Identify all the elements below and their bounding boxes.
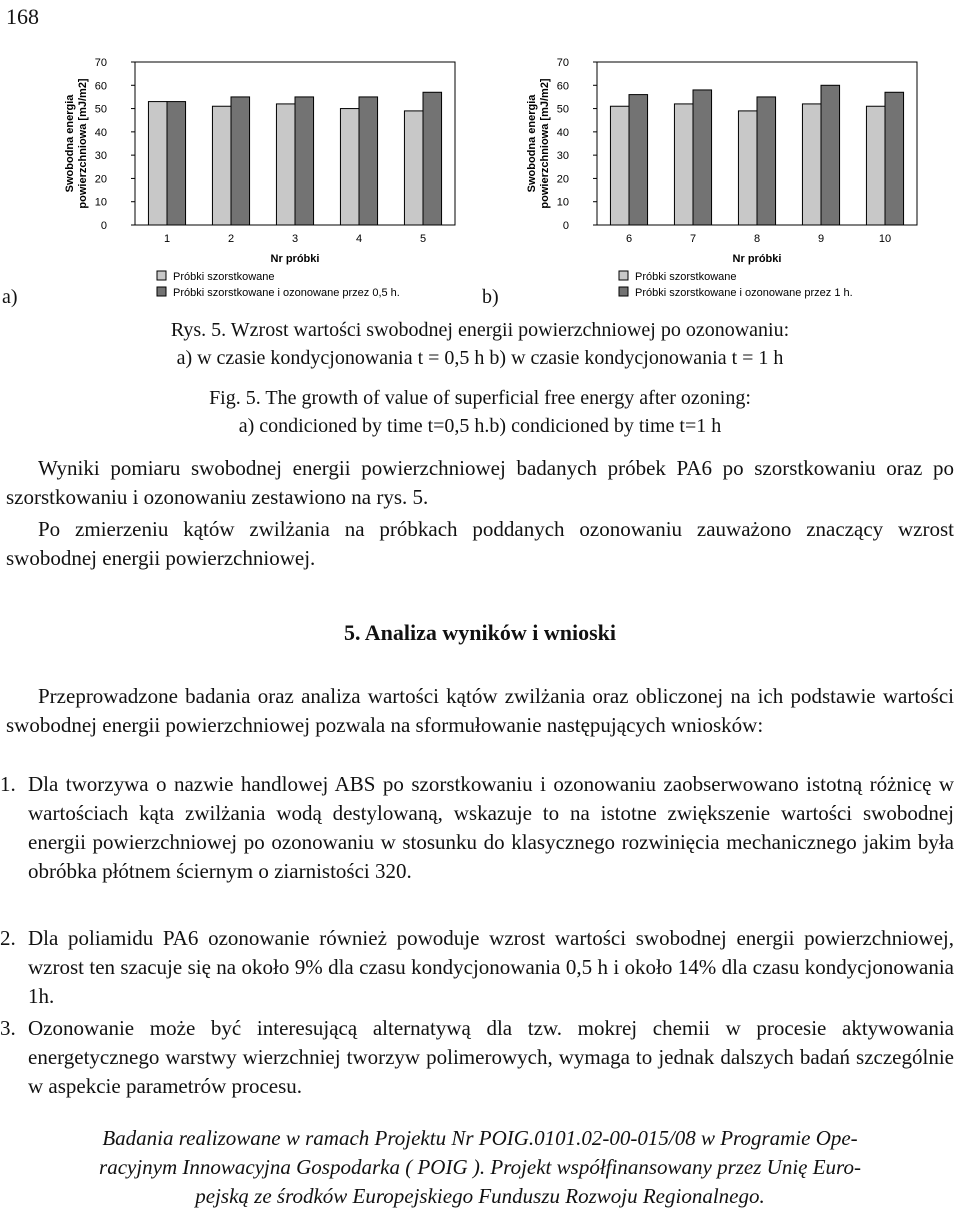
conclusion-number: 2. (0, 926, 16, 950)
page-number: 168 (6, 4, 39, 29)
y-tick-label: 20 (94, 173, 107, 186)
conclusion-number: 1. (0, 772, 16, 796)
y-tick-label: 0 (562, 220, 569, 232)
chart-a (60, 50, 460, 300)
conclusion-text: Ozonowanie może być interesującą alternatywą dla tzw. mokrej chemii w procesie aktywowania energetycznego warstwy wierzchniej tworzyw polimerowych, wymaga to jednak dalszych badań szczególnie w aspekcie parametrów procesu. (28, 1016, 954, 1098)
bar-roughened (610, 106, 629, 225)
y-tick-label: 50 (94, 103, 107, 116)
y-tick-label: 40 (94, 126, 107, 139)
caption-en-line1: Fig. 5. The growth of value of superficial free energy after ozoning: (209, 387, 751, 409)
legend-label: Próbki szorstkowane i ozonowane przez 0,5 h. (173, 287, 400, 299)
conclusion-item-1 (0, 770, 954, 886)
legend-label: Próbki szorstkowane (635, 271, 737, 283)
conclusion-item-3 (0, 1014, 954, 1101)
bar-ozonated (885, 92, 904, 225)
bar-roughened (276, 104, 295, 225)
legend-label: Próbki szorstkowane (173, 271, 275, 283)
x-tick-label: 3 (291, 233, 299, 245)
y-tick-label: 30 (556, 150, 569, 163)
x-axis-label: Nr próbki (732, 253, 782, 265)
y-axis-label-line2: powierzchniowa [mJ/m2] (77, 78, 89, 209)
bar-ozonated (231, 97, 250, 225)
y-tick-label: 40 (556, 126, 569, 139)
funding-line-1: Badania realizowane w ramach Projektu Nr POIG.0101.02-00-015/08 w Programie Ope- (102, 1126, 858, 1150)
y-tick-label: 0 (100, 220, 107, 232)
y-axis-label-line2: powierzchniowa [mJ/m2] (539, 78, 551, 209)
y-tick-label: 70 (94, 57, 107, 69)
x-tick-label: 5 (419, 233, 427, 245)
legend-swatch (157, 271, 166, 280)
bar-roughened (866, 106, 885, 225)
conclusion-text: Dla tworzywa o nazwie handlowej ABS po szorstkowaniu i ozonowaniu zaobserwowano istotną różnicę w wartościach kąta zwilżania wodą destylowaną, wskazuje to na istotne zwiększenie wartości swobodnej energii powierzchniowej po ozonowaniu w stosunku do klasycznego rozwinięcia mechanicznego jakim była obróbka płótnem ściernym o ziarnistości 320. (28, 772, 954, 883)
legend-swatch (157, 287, 166, 296)
bar-ozonated (821, 85, 840, 225)
caption-pl-line2: a) w czasie kondycjonowania t = 0,5 h b) w czasie kondycjonowania t = 1 h (176, 347, 784, 369)
bar-ozonated (757, 97, 776, 225)
y-tick-label: 30 (94, 150, 107, 163)
bar-ozonated (423, 92, 442, 225)
bar-roughened (802, 104, 821, 225)
x-tick-label: 6 (625, 233, 633, 245)
caption-pl (0, 316, 960, 372)
y-axis-label-line1: Swobodna energia (526, 94, 538, 193)
caption-en (0, 384, 960, 440)
bar-roughened (148, 102, 167, 225)
y-tick-label: 60 (556, 80, 569, 93)
bar-roughened (212, 106, 231, 225)
bar-roughened (404, 111, 423, 225)
x-tick-label: 2 (227, 233, 235, 245)
panel-b-label: b) (482, 286, 499, 308)
y-tick-label: 10 (94, 196, 107, 209)
paragraph-observation: Po zmierzeniu kątów zwilżania na próbkach poddanych ozonowaniu zauważono znaczący wzrost swobodnej energii powierzchniowej. (6, 517, 954, 570)
chart-b (522, 50, 922, 300)
x-axis-label: Nr próbki (270, 253, 320, 265)
bar-roughened (738, 111, 757, 225)
section-heading: 5. Analiza wyników i wnioski (343, 620, 616, 645)
caption-en-line2: a) condicioned by time t=0,5 h.b) condicioned by time t=1 h (238, 415, 722, 437)
y-tick-label: 10 (556, 196, 569, 209)
y-tick-label: 20 (556, 173, 569, 186)
x-tick-label: 4 (355, 233, 363, 245)
panel-a-label: a) (2, 286, 18, 308)
funding-line-3: pejską ze środków Europejskiego Funduszu Rozwoju Regionalnego. (195, 1184, 765, 1208)
x-tick-label: 1 (163, 233, 171, 245)
y-tick-label: 60 (94, 80, 107, 93)
bar-ozonated (629, 95, 648, 225)
x-tick-label: 8 (753, 233, 761, 245)
bar-ozonated (295, 97, 314, 225)
y-tick-label: 50 (556, 103, 569, 116)
bar-ozonated (167, 102, 186, 225)
conclusion-item-2 (0, 924, 954, 1011)
conclusion-number: 3. (0, 1016, 16, 1040)
paragraph-conclusions-intro: Przeprowadzone badania oraz analiza wartości kątów zwilżania oraz obliczonej na ich podstawie wartości swobodnej energii powierzchniowej pozwala na sformułowanie następujących wniosków: (6, 684, 954, 737)
bar-ozonated (359, 97, 378, 225)
x-tick-label: 9 (817, 233, 825, 245)
y-tick-label: 70 (556, 57, 569, 69)
bar-roughened (674, 104, 693, 225)
legend-swatch (619, 271, 628, 280)
caption-pl-line1: Rys. 5. Wzrost wartości swobodnej energii powierzchniowej po ozonowaniu: (170, 319, 790, 341)
conclusion-text: Dla poliamidu PA6 ozonowanie również powoduje wzrost wartości swobodnej energii powierzchniowej, wzrost ten szacuje się na około 9% dla czasu kondycjonowania 0,5 h i około 14% dla czasu kondycjonowania 1h. (28, 926, 954, 1008)
legend-swatch (619, 287, 628, 296)
y-axis-label-line1: Swobodna energia (64, 94, 76, 193)
bar-roughened (340, 109, 359, 225)
x-tick-label: 10 (878, 233, 892, 245)
paragraph-results: Wyniki pomiaru swobodnej energii powierzchniowej badanych próbek PA6 po szorstkowaniu oraz po szorstkowaniu i ozonowaniu zestawiono na rys. 5. (6, 456, 954, 509)
funding-line-2: racyjnym Innowacyjna Gospodarka ( POIG ). Projekt współfinansowany przez Unię Euro- (99, 1155, 861, 1179)
legend-label: Próbki szorstkowane i ozonowane przez 1 h. (635, 287, 853, 299)
funding-note (0, 1124, 960, 1211)
bar-ozonated (693, 90, 712, 225)
x-tick-label: 7 (689, 233, 697, 245)
